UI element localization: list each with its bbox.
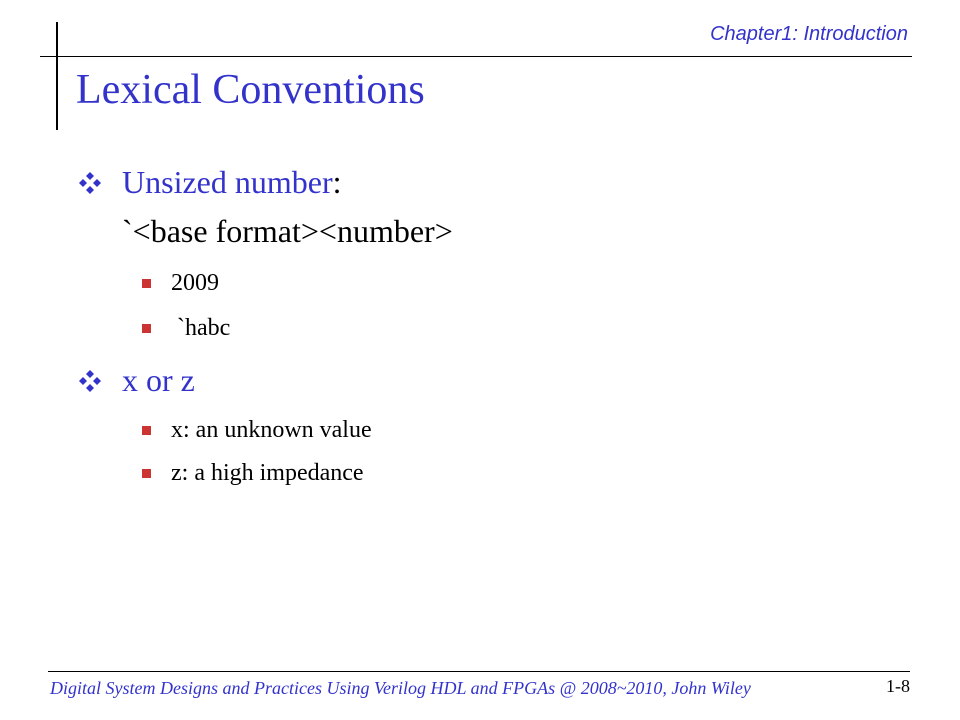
base-format-syntax: `<base format><number>: [122, 213, 453, 249]
sub-bullet-text: z: a high impedance: [171, 460, 364, 486]
sub-bullet-text: 2009: [171, 270, 219, 296]
four-diamond-icon: [78, 369, 102, 393]
bullet-unsized-number: [78, 164, 342, 201]
sub-bullet-text: `habc: [171, 315, 231, 341]
bullet-label: x or z: [122, 362, 195, 398]
sub-bullet-2009: [142, 270, 219, 297]
four-diamond-icon: [78, 171, 102, 195]
footer-rule: [48, 671, 910, 672]
bullet-label: [122, 164, 342, 201]
chapter-label: Chapter1: Introduction: [710, 23, 908, 45]
unsized-number-label: Unsized number: [122, 164, 333, 200]
sub-bullet-unknown: [142, 417, 372, 444]
bullet-x-or-z: [78, 362, 195, 399]
header-vertical-rule: [56, 22, 58, 130]
sub-bullet-text: x: an unknown value: [171, 417, 372, 443]
sub-bullet-high-impedance: [142, 460, 364, 487]
square-bullet-icon: [142, 279, 151, 288]
square-bullet-icon: [142, 469, 151, 478]
unsized-number-colon: :: [332, 164, 342, 200]
slide-title: Lexical Conventions: [76, 67, 425, 113]
square-bullet-icon: [142, 426, 151, 435]
square-bullet-icon: [142, 324, 151, 333]
header-horizontal-rule: [40, 56, 912, 57]
sub-bullet-habc: [142, 315, 230, 342]
page-number: 1-8: [886, 676, 910, 696]
footer-citation: Digital System Designs and Practices Using Verilog HDL and FPGAs @ 2008~2010, John Wiley: [50, 678, 751, 698]
